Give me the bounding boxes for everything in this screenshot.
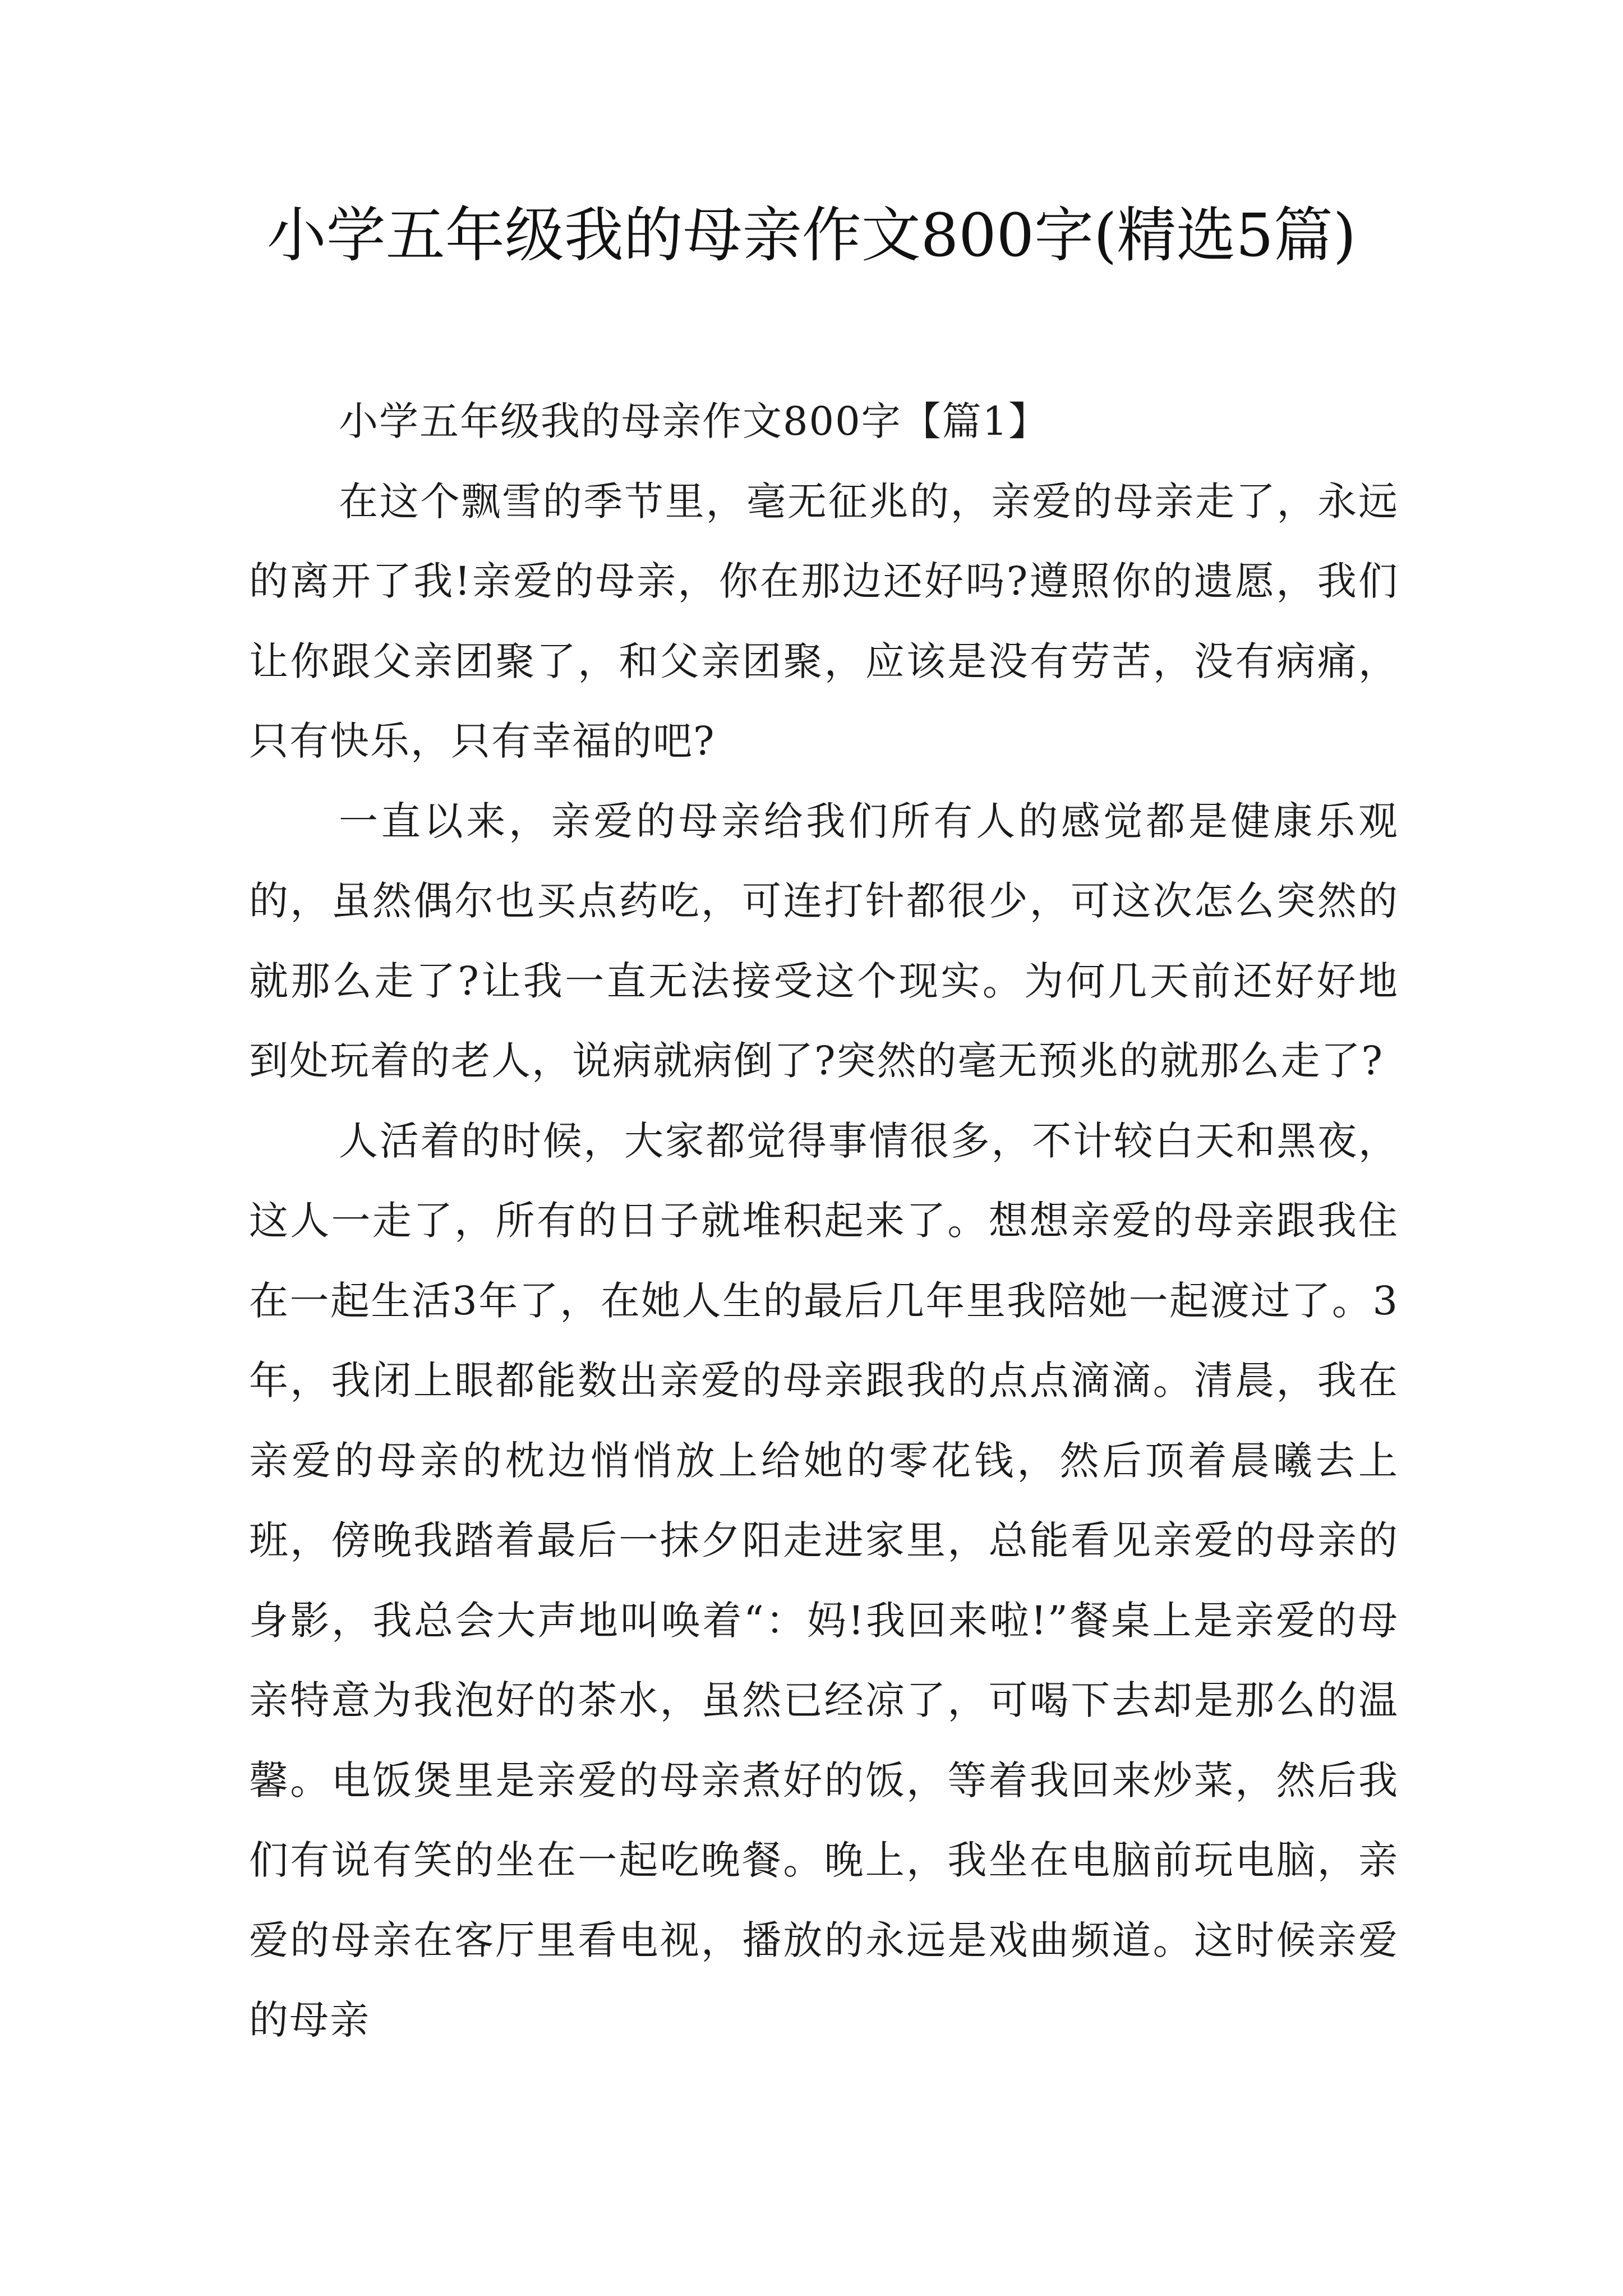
document-title: 小学五年级我的母亲作文800字(精选5篇) <box>266 201 1357 270</box>
paragraph-2: 一直以来，亲爱的母亲给我们所有人的感觉都是健康乐观的，虽然偶尔也买点药吃，可连打针都很少，可这次怎么突然的就那么走了?让我一直无法接受这个现实。为何几天前还好好地到处玩着的老人，说病就病倒了?突然的毫无预兆的就那么走了? <box>249 798 1399 1084</box>
section-heading: 小学五年级我的母亲作文800字【篇1】 <box>339 398 1049 444</box>
article-body <box>249 381 1399 2060</box>
paragraph-3: 人活着的时候，大家都觉得事情很多，不计较白天和黑夜，这人一走了，所有的日子就堆积起来了。想想亲爱的母亲跟我住在一起生活3年了，在她人生的最后几年里我陪她一起渡过了。3年，我闭上眼都能数出亲爱的母亲跟我的点点滴滴。清晨，我在亲爱的母亲的枕边悄悄放上给她的零花钱，然后顶着晨曦去上班，傍晚我踏着最后一抹夕阳走进家里，总能看见亲爱的母亲的身影，我总会大声地叫唤着“：妈!我回来啦!”餐桌上是亲爱的母亲特意为我泡好的茶水，虽然已经凉了，可喝下去却是那么的温馨。电饭煲里是亲爱的母亲煮好的饭，等着我回来炒菜，然后我们有说有笑的坐在一起吃晚餐。晚上，我坐在电脑前玩电脑，亲爱的母亲在客厅里看电视，播放的永远是戏曲频道。这时候亲爱的母亲 <box>249 1117 1399 2043</box>
paragraph-1: 在这个飘雪的季节里，毫无征兆的，亲爱的母亲走了，永远的离开了我!亲爱的母亲，你在那边还好吗?遵照你的遗愿，我们让你跟父亲团聚了，和父亲团聚，应该是没有劳苦，没有病痛，只有快乐，只有幸福的吧? <box>249 478 1399 764</box>
